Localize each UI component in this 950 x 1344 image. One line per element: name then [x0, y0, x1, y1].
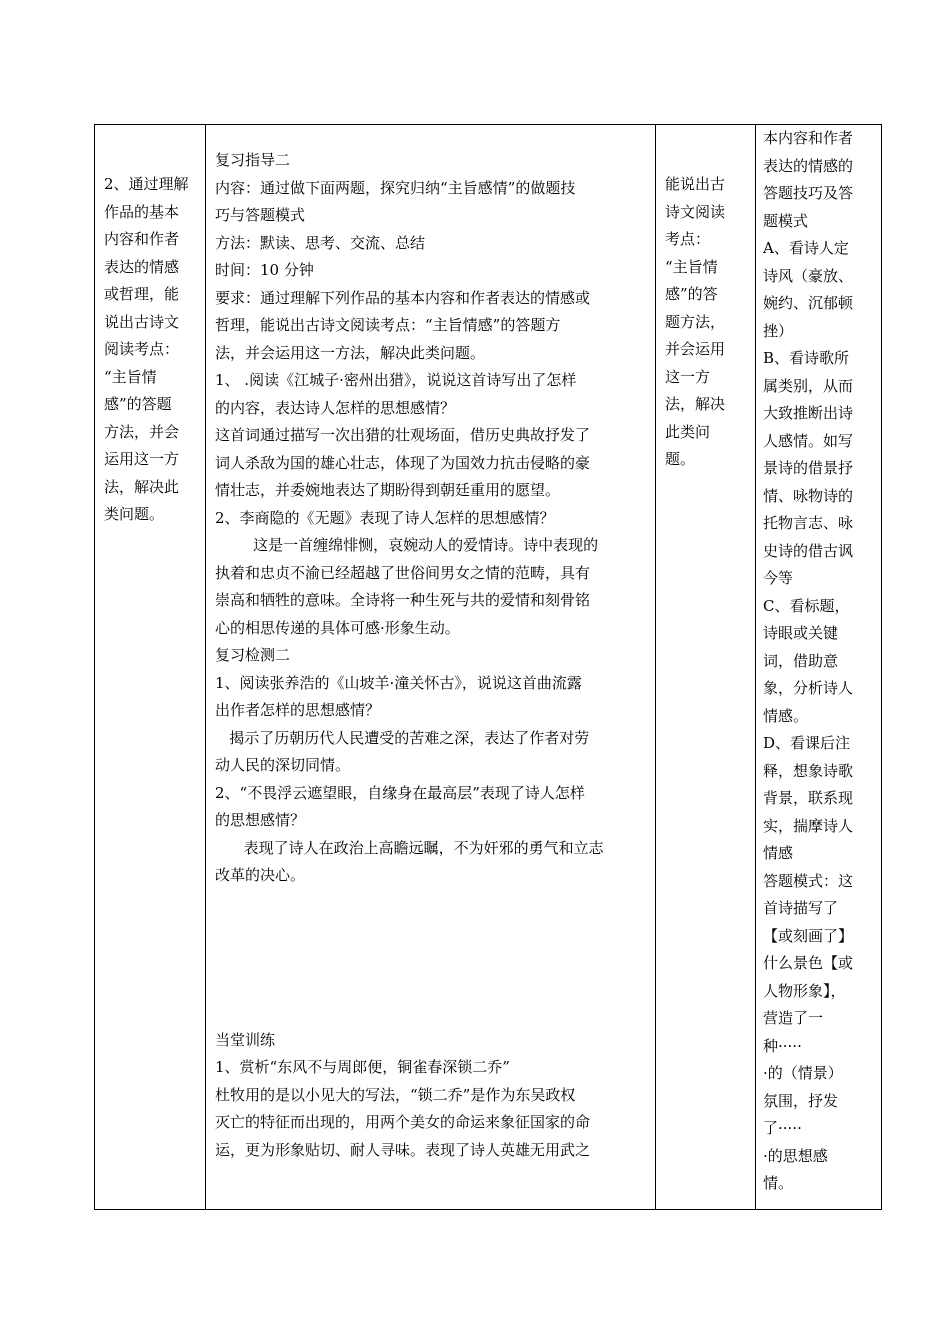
goal-line: 法，解决	[665, 395, 726, 413]
notes-cell	[755, 125, 881, 1209]
content-line: 1、阅读张养浩的《山坡羊·潼关怀古》，说说这首曲流露	[215, 673, 582, 692]
lesson-table	[94, 124, 882, 1210]
content-line: 杜牧用的是以小见大的写法，“锁二乔”是作为东吴政权	[215, 1085, 576, 1104]
content-line: 出作者怎样的思想感情？	[215, 701, 381, 719]
notes-line: 诗风（豪放、	[763, 266, 854, 285]
notes-line: 实，揣摩诗人	[763, 816, 854, 835]
objective-line: 阅读考点：	[104, 340, 180, 358]
objective-line: 2、通过理解	[104, 175, 189, 193]
goal-line: 诗文阅读	[665, 202, 726, 221]
goal-cell	[655, 125, 755, 1209]
notes-line: 情感	[763, 844, 794, 862]
notes-line: 氛围，抒发	[763, 1091, 839, 1110]
notes-line: A、看诗人定	[763, 239, 849, 257]
blank-space	[215, 890, 655, 1027]
content-line: 词人杀敌为国的雄心壮志，体现了为国效力抗击侵略的豪	[215, 453, 591, 472]
notes-line: C、看标题，	[763, 596, 850, 615]
objective-line: 作品的基本	[104, 202, 180, 221]
notes-line: 什么景色【或	[763, 954, 854, 972]
goal-line: 题。	[665, 450, 696, 468]
class-practice-section	[215, 1027, 655, 1165]
notes-line: 种·····	[763, 1036, 802, 1055]
goal-line: 题方法，	[665, 312, 726, 331]
notes-line: 题模式	[763, 211, 809, 230]
objective-line: 法，解决此	[104, 477, 180, 496]
notes-line: 人感情。如写	[763, 431, 854, 450]
objective-line: “主旨情	[104, 367, 157, 386]
objective-line: 方法，并会	[104, 422, 180, 441]
notes-line: 了·····	[763, 1119, 802, 1137]
content-line: 1、 .阅读《江城子·密州出猎》，说说这首诗写出了怎样	[215, 371, 577, 389]
objective-line: 说出古诗文	[104, 312, 180, 331]
notes-line: 属类别，从而	[763, 376, 854, 395]
notes-line: 背景，联系现	[763, 789, 854, 807]
content-line: 这首词通过描写一次出猎的壮观场面，借历史典故抒发了	[215, 426, 591, 444]
objective-line: 感”的答题	[104, 395, 172, 413]
content-line: 内容：通过做下面两题，探究归纳“主旨感情”的做题技	[215, 178, 576, 197]
content-line: 1、赏析“东风不与周郎便，铜雀春深锁二乔”	[215, 1058, 510, 1076]
notes-line: 今等	[763, 569, 794, 587]
notes-line: 诗眼或关键	[763, 624, 839, 642]
content-line: 的思想感情？	[215, 811, 306, 829]
notes-line: 首诗描写了	[763, 899, 839, 917]
goal-line: 感”的答	[665, 285, 718, 303]
content-line: 这是一首缠绵悱恻，哀婉动人的爱情诗。诗中表现的	[215, 536, 599, 554]
goal-line: 此类问	[665, 422, 711, 441]
content-line: 复习检测二	[215, 646, 291, 664]
content-line: 2、“不畏浮云遮望眼，自缘身在最高层”表现了诗人怎样	[215, 783, 585, 802]
notes-line: 营造了一	[763, 1009, 824, 1027]
goal-line: “主旨情	[665, 257, 718, 276]
content-line: 方法：默读、思考、交流、总结	[215, 233, 426, 252]
notes-line: 表达的情感的	[763, 156, 854, 175]
content-line: 情壮志，并委婉地表达了期盼得到朝廷重用的愿望。	[215, 481, 561, 499]
content-line: 心的相思传递的具体可感·形象生动。	[215, 618, 460, 637]
content-line: 时间：10 分钟	[215, 261, 314, 279]
content-line: 灭亡的特征而出现的，用两个美女的命运来象征国家的命	[215, 1113, 591, 1131]
notes-line: 婉约、沉郁顿	[763, 294, 854, 312]
notes-line: D、看课后注	[763, 734, 851, 752]
objective-line: 内容和作者	[104, 230, 180, 248]
goal-line: 并会运用	[665, 340, 726, 358]
notes-line: 挫）	[763, 321, 794, 340]
notes-line: 人物形象】，	[763, 981, 846, 1000]
notes-line: 象，分析诗人	[763, 679, 854, 697]
objective-line: 或哲理，能	[104, 285, 180, 303]
content-line: 改革的决心。	[215, 866, 306, 884]
notes-line: 答题技巧及答	[763, 184, 854, 202]
notes-line: 情、咏物诗的	[763, 486, 854, 505]
content-line: 运，更为形象贴切、耐人寻味。表现了诗人英雄无用武之	[215, 1140, 591, 1159]
goal-line: 这一方	[665, 367, 711, 386]
notes-line: 情。	[763, 1174, 794, 1192]
objective-cell	[95, 125, 205, 1209]
content-line: 动人民的深切同情。	[215, 756, 351, 774]
objective-line: 运用这一方	[104, 450, 180, 468]
objective-line: 类问题。	[104, 505, 165, 523]
notes-line: 史诗的借古讽	[763, 541, 854, 560]
content-line: 揭示了历朝历代人民遭受的苦难之深，表达了作者对劳	[215, 728, 590, 747]
notes-line: B、看诗歌所	[763, 349, 850, 367]
content-line: 表现了诗人在政治上高瞻远瞩，不为奸邪的勇气和立志	[215, 838, 604, 857]
content-line: 崇高和牺牲的意味。全诗将一种生死与共的爱情和刻骨铭	[215, 591, 591, 609]
content-line: 要求：通过理解下列作品的基本内容和作者表达的情感或	[215, 288, 591, 307]
notes-line: 情感。	[763, 706, 809, 725]
notes-line: 托物言志、咏	[763, 514, 854, 532]
content-line: 执着和忠贞不渝已经超越了世俗间男女之情的范畴，具有	[215, 563, 591, 582]
content-line: 法，并会运用这一方法，解决此类问题。	[215, 343, 486, 362]
content-line: 当堂训练	[215, 1030, 276, 1049]
notes-line: 词，借助意	[763, 651, 839, 670]
notes-line: 景诗的借景抒	[763, 459, 854, 477]
goal-line: 能说出古	[665, 175, 726, 193]
content-line: 复习指导二	[215, 151, 291, 169]
content-line: 的内容，表达诗人怎样的思想感情？	[215, 398, 456, 417]
notes-line: 【或刻画了】	[763, 926, 854, 945]
notes-line: 答题模式：这	[763, 871, 854, 890]
content-line: 2、李商隐的《无题》表现了诗人怎样的思想感情？	[215, 508, 555, 527]
notes-line: 本内容和作者	[763, 129, 854, 147]
notes-line: ·的思想感	[763, 1146, 828, 1165]
content-line: 巧与答题模式	[215, 206, 306, 224]
goal-line: 考点：	[665, 230, 711, 248]
objective-line: 表达的情感	[104, 257, 180, 276]
notes-line: 释，想象诗歌	[763, 761, 854, 780]
notes-line: ·的（情景）	[763, 1064, 843, 1082]
content-cell	[205, 125, 655, 1209]
review-guide-section	[215, 147, 655, 890]
content-line: 哲理，能说出古诗文阅读考点：“主旨情感”的答题方	[215, 316, 561, 334]
notes-line: 大致推断出诗	[763, 404, 854, 422]
